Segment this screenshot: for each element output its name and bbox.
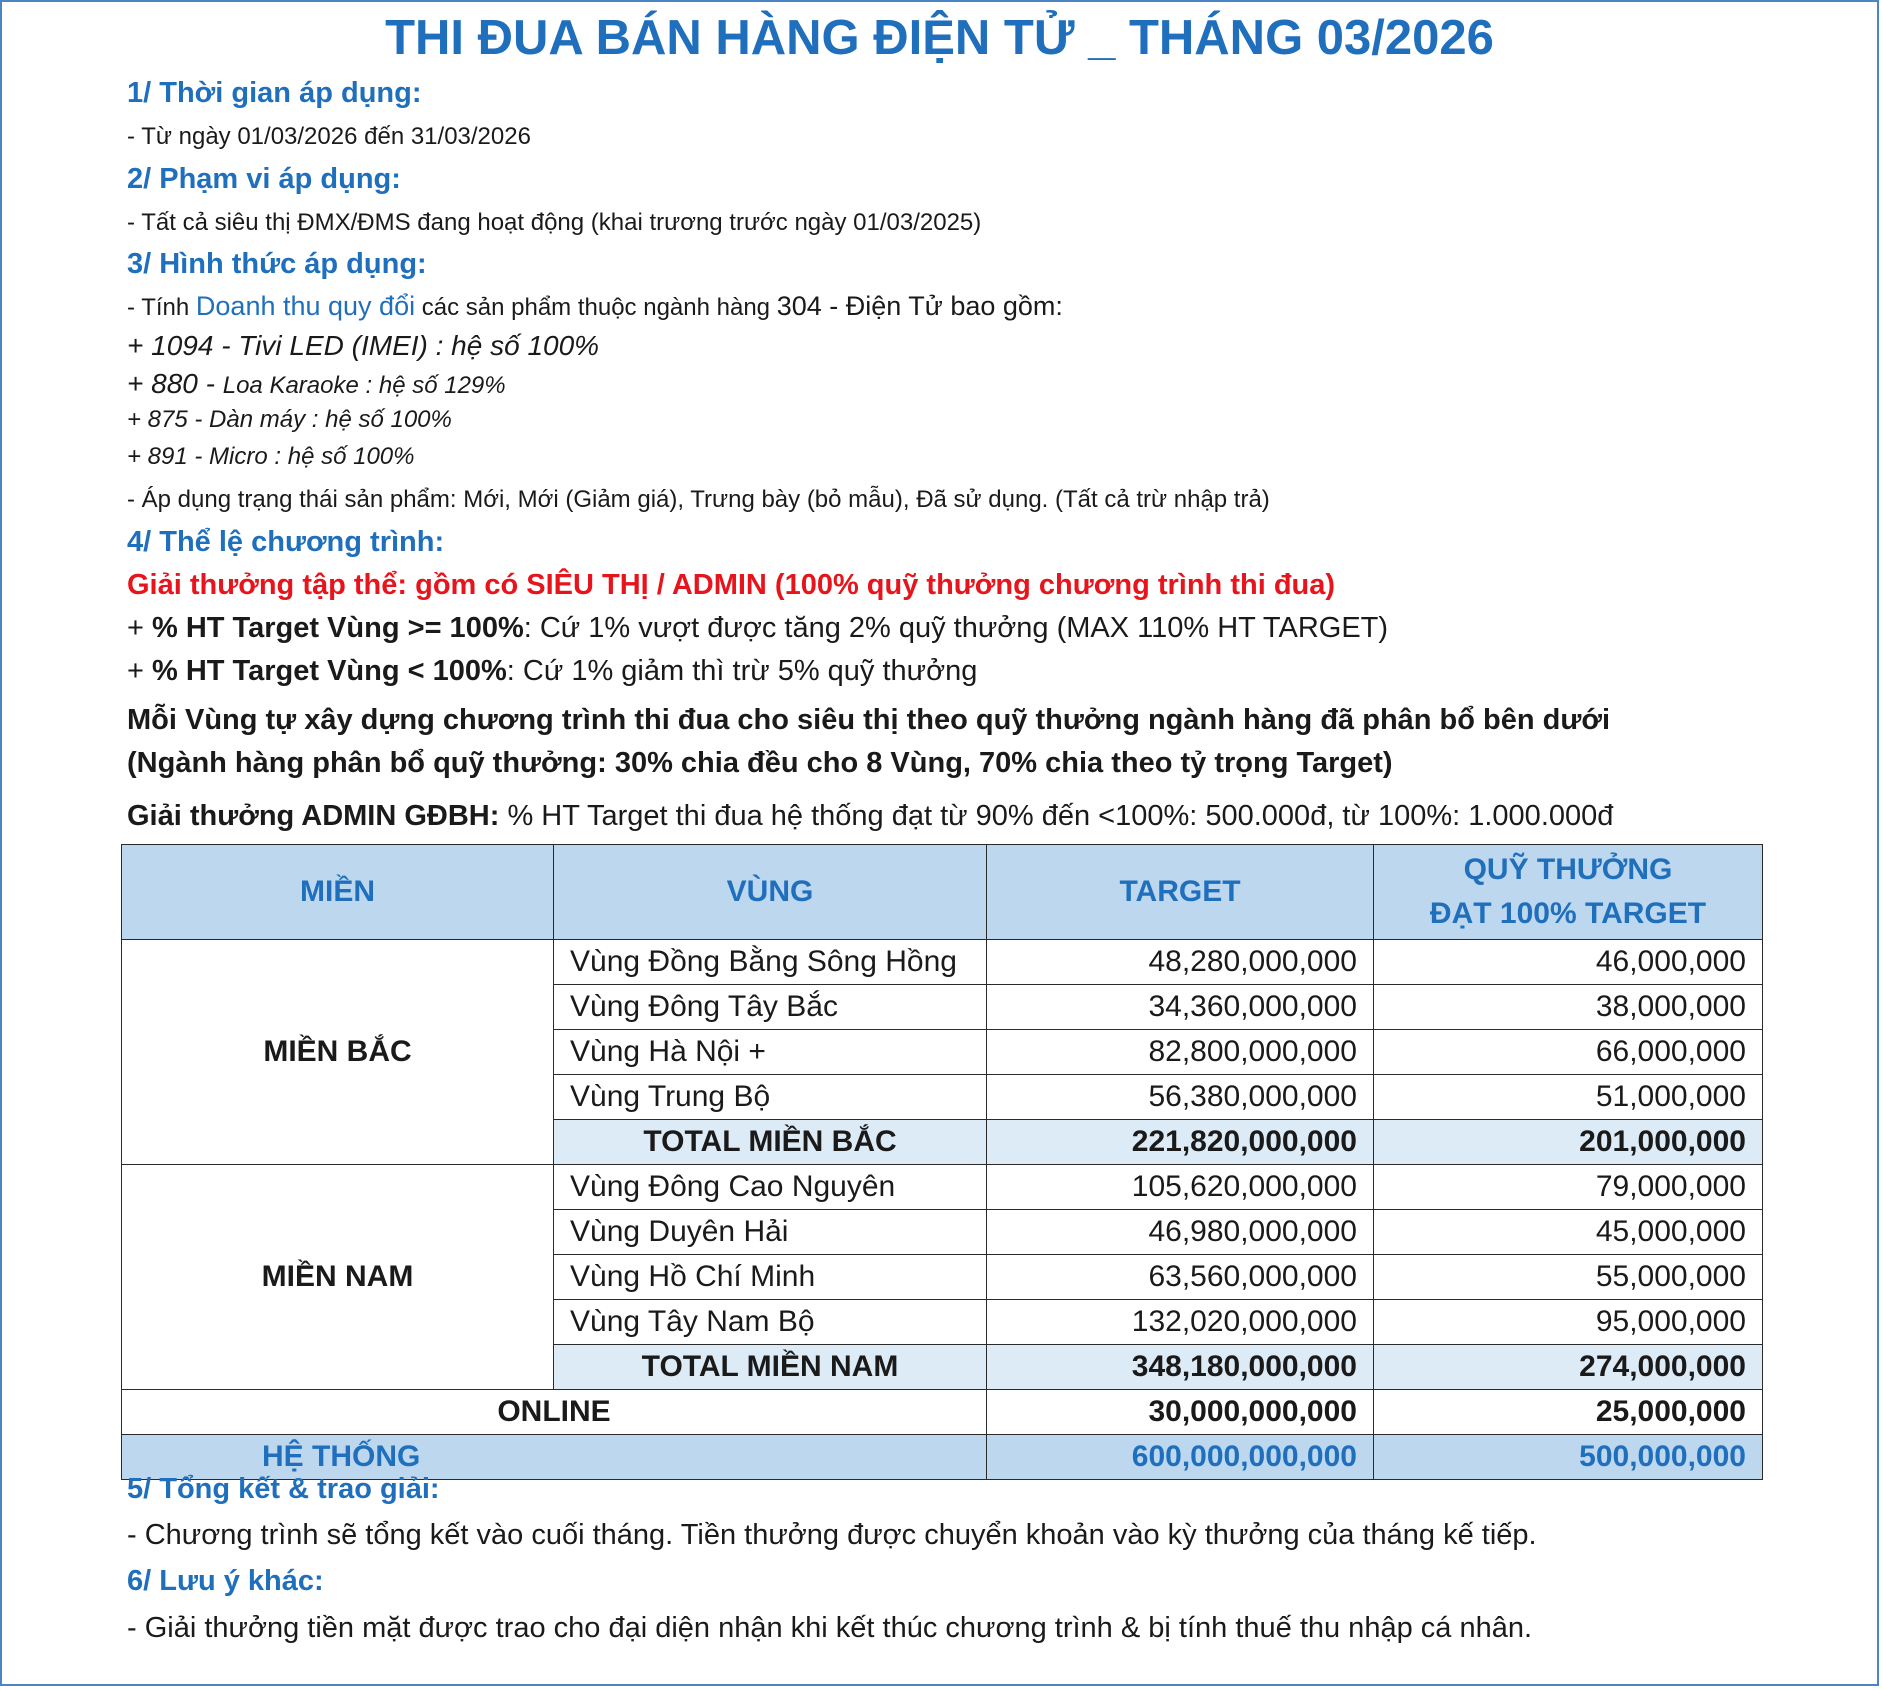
vung-cell: Vùng Hồ Chí Minh <box>554 1255 987 1300</box>
product-item-880 <box>127 368 506 400</box>
vung-cell: Vùng Đông Cao Nguyên <box>554 1165 987 1210</box>
total-label: TOTAL MIỀN NAM <box>554 1345 987 1390</box>
product-item-text: Tivi LED (IMEI) : hệ số 100% <box>238 330 600 361</box>
section3-intro-middle: các sản phẩm thuộc ngành hàng <box>415 294 777 321</box>
fund-cell: 55,000,000 <box>1374 1255 1763 1300</box>
rule-condition: % HT Target Vùng >= 100% <box>152 612 524 644</box>
rule-prefix: + <box>127 612 152 644</box>
total-fund: 201,000,000 <box>1374 1120 1763 1165</box>
header-fund-line1: QUỸ THƯỞNG <box>1463 853 1673 886</box>
section1-text: - Từ ngày 01/03/2026 đến 31/03/2026 <box>127 123 531 150</box>
fund-cell: 66,000,000 <box>1374 1030 1763 1075</box>
product-item-891: + 891 - Micro : hệ số 100% <box>127 443 415 470</box>
mien-nam-cell: MIỀN NAM <box>122 1165 554 1390</box>
fund-cell: 46,000,000 <box>1374 940 1763 985</box>
rule-prefix: + <box>127 655 152 687</box>
mien-bac-cell: MIỀN BẮC <box>122 940 554 1165</box>
fund-cell: 38,000,000 <box>1374 985 1763 1030</box>
section3-intro <box>127 291 1063 322</box>
table-row <box>122 1165 1763 1210</box>
total-target: 348,180,000,000 <box>987 1345 1374 1390</box>
allocation-note: (Ngành hàng phân bổ quỹ thưởng: 30% chia đều cho 8 Vùng, 70% chia theo tỷ trọng Target) <box>127 747 1393 779</box>
table-row <box>122 940 1763 985</box>
product-item-text: Loa Karaoke : hệ số 129% <box>222 372 506 399</box>
section3-intro-highlight: Doanh thu quy đổi <box>195 291 416 321</box>
target-cell: 46,980,000,000 <box>987 1210 1374 1255</box>
page-title: THI ĐUA BÁN HÀNG ĐIỆN TỬ _ THÁNG 03/2026 <box>385 11 1494 65</box>
rule-above-target <box>127 612 1388 645</box>
collective-award: Giải thưởng tập thể: gồm có SIÊU THỊ / ADMIN (100% quỹ thưởng chương trình thi đua) <box>127 569 1336 601</box>
header-target: TARGET <box>987 845 1374 940</box>
target-fund-table <box>121 844 1763 1480</box>
section6-text: - Giải thưởng tiền mặt được trao cho đại diện nhận khi kết thúc chương trình & bị tính thuế thu nhập cá nhân. <box>127 1612 1533 1644</box>
system-target: 600,000,000,000 <box>987 1435 1374 1480</box>
target-cell: 48,280,000,000 <box>987 940 1374 985</box>
section4-heading: 4/ Thể lệ chương trình: <box>127 526 445 558</box>
total-fund: 274,000,000 <box>1374 1345 1763 1390</box>
online-fund: 25,000,000 <box>1374 1390 1763 1435</box>
section3-status: - Áp dụng trạng thái sản phẩm: Mới, Mới (Giảm giá), Trưng bày (bỏ mẫu), Đã sử dụng. (Tất cả trừ nhập trả) <box>127 486 1270 513</box>
section3-intro-suffix: 304 - Điện Tử bao gồm: <box>776 291 1063 321</box>
admin-award-label: Giải thưởng ADMIN GĐBH: <box>127 800 500 832</box>
online-label: ONLINE <box>122 1390 987 1435</box>
fund-cell: 51,000,000 <box>1374 1075 1763 1120</box>
target-cell: 56,380,000,000 <box>987 1075 1374 1120</box>
admin-award-text: % HT Target thi đua hệ thống đạt từ 90% đến <100%: 500.000đ, từ 100%: 1.000.000đ <box>499 800 1614 832</box>
product-item-code: + 1094 - <box>127 330 239 361</box>
rule-text: : Cứ 1% giảm thì trừ 5% quỹ thưởng <box>506 655 978 687</box>
rule-condition: % HT Target Vùng < 100% <box>152 655 507 687</box>
fund-cell: 45,000,000 <box>1374 1210 1763 1255</box>
vung-cell: Vùng Tây Nam Bộ <box>554 1300 987 1345</box>
header-fund <box>1374 845 1763 940</box>
table-header-row <box>122 845 1763 940</box>
section2-heading: 2/ Phạm vi áp dụng: <box>127 163 401 195</box>
vung-cell: Vùng Đông Tây Bắc <box>554 985 987 1030</box>
target-cell: 34,360,000,000 <box>987 985 1374 1030</box>
region-note: Mỗi Vùng tự xây dựng chương trình thi đua cho siêu thị theo quỹ thưởng ngành hàng đã phân bổ bên dưới <box>127 704 1611 736</box>
section3-intro-prefix: - Tính <box>127 294 196 321</box>
vung-cell: Vùng Đồng Bằng Sông Hồng <box>554 940 987 985</box>
section3-heading: 3/ Hình thức áp dụng: <box>127 248 427 280</box>
vung-cell: Vùng Hà Nội + <box>554 1030 987 1075</box>
section6-heading: 6/ Lưu ý khác: <box>127 1565 324 1597</box>
fund-cell: 95,000,000 <box>1374 1300 1763 1345</box>
header-vung: VÙNG <box>554 845 987 940</box>
product-item-875: + 875 - Dàn máy : hệ số 100% <box>127 406 452 433</box>
total-label: TOTAL MIỀN BẮC <box>554 1120 987 1165</box>
product-item-1094 <box>127 330 599 362</box>
header-mien: MIỀN <box>122 845 554 940</box>
target-cell: 82,800,000,000 <box>987 1030 1374 1075</box>
section5-text: - Chương trình sẽ tổng kết vào cuối tháng. Tiền thưởng được chuyển khoản vào kỳ thưởng của tháng kế tiếp. <box>127 1519 1537 1551</box>
section5-heading: 5/ Tổng kết & trao giải: <box>127 1473 440 1505</box>
section2-text: - Tất cả siêu thị ĐMX/ĐMS đang hoạt động (khai trương trước ngày 01/03/2025) <box>127 209 982 236</box>
system-fund: 500,000,000 <box>1374 1435 1763 1480</box>
system-label: HỆ THỐNG <box>122 1435 987 1480</box>
rule-text: : Cứ 1% vượt được tăng 2% quỹ thưởng (MAX 110% HT TARGET) <box>523 612 1389 644</box>
online-target: 30,000,000,000 <box>987 1390 1374 1435</box>
target-cell: 105,620,000,000 <box>987 1165 1374 1210</box>
total-target: 221,820,000,000 <box>987 1120 1374 1165</box>
section1-heading: 1/ Thời gian áp dụng: <box>127 77 422 109</box>
online-row <box>122 1390 1763 1435</box>
fund-cell: 79,000,000 <box>1374 1165 1763 1210</box>
vung-cell: Vùng Duyên Hải <box>554 1210 987 1255</box>
header-fund-line2: ĐẠT 100% TARGET <box>1429 897 1707 930</box>
vung-cell: Vùng Trung Bộ <box>554 1075 987 1120</box>
target-cell: 63,560,000,000 <box>987 1255 1374 1300</box>
admin-award <box>127 800 1613 833</box>
rule-below-target <box>127 655 977 688</box>
product-item-code: + 880 - <box>127 368 223 399</box>
target-cell: 132,020,000,000 <box>987 1300 1374 1345</box>
